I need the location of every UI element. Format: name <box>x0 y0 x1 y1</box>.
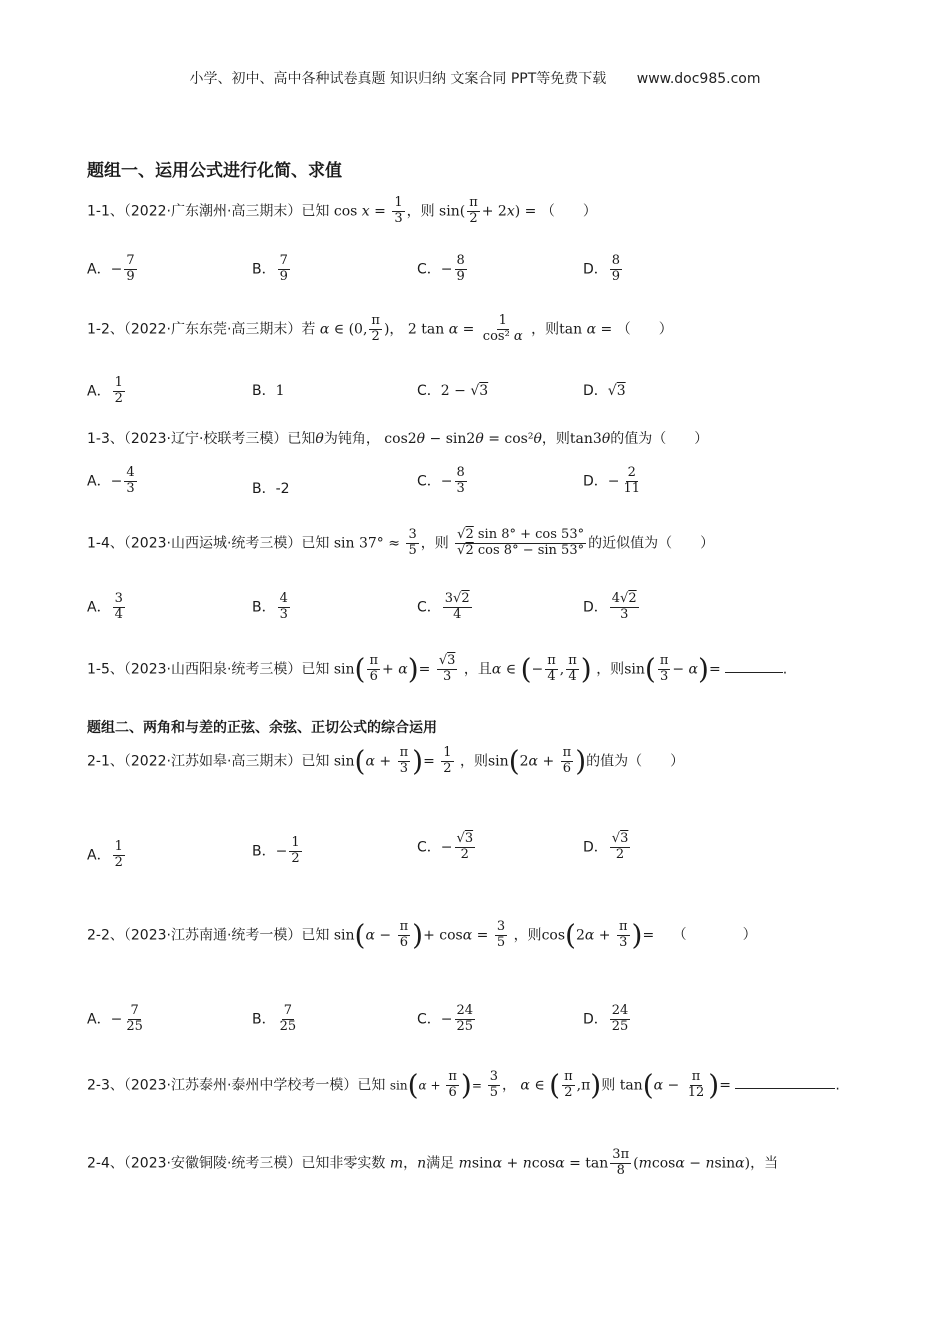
option-1-4-a[interactable]: A． $\frac{3}{4}$ <box>87 591 123 622</box>
option-2-1-a[interactable]: A． $\frac{1}{2}$ <box>87 839 123 870</box>
option-1-1-c[interactable]: C．− $\frac{8}{9}$ <box>417 253 465 284</box>
option-1-2-d[interactable]: D．√3 <box>583 383 626 399</box>
option-2-2-b[interactable]: B． $\frac{7}{25}$ <box>252 1003 297 1034</box>
option-1-4-c[interactable]: C． $\frac{3√2}{4}$ <box>417 591 470 622</box>
option-1-2-c[interactable]: C．2 − √3 <box>417 383 489 399</box>
header-site: www.doc985.com <box>636 71 761 87</box>
answer-blank-2-3[interactable] <box>735 1076 835 1089</box>
option-2-2-a[interactable]: A．− $\frac{7}{25}$ <box>87 1003 143 1034</box>
question-1-4: 1-4、（2023·山西运城·统考三模）已知 sin 37° ≈ $\frac{3}{5}$ ，则 $\frac{√2 \sin 8^\circ + \cos 53^\circ}{√2 \cos 8^\circ - \sin 53^\circ}$ 的近似值为（ ） <box>87 527 715 558</box>
option-1-3-a[interactable]: A．− $\frac{4}{3}$ <box>87 465 135 496</box>
question-2-2: 2-2、（2023·江苏南通·统考一模）已知 sin(α − $\frac{\pi}{6}$ )+ cosα = $\frac{3}{5}$ ，则cos(2α + $\frac{\pi}{3}$ )= （ ） <box>87 918 757 952</box>
question-2-1: 2-1、（2022·江苏如皋·高三期末）已知 sin(α + $\frac{\pi}{3}$ )= $\frac{1}{2}$ ，则sin(2α + $\frac{\pi}{6}$ )的值为（ ） <box>87 744 685 778</box>
option-1-3-c[interactable]: C．− $\frac{8}{3}$ <box>417 465 465 496</box>
question-1-1: 1-1、（2022·广东潮州·高三期末）已知 cos x = $\frac{1}{3}$ ，则 sin( $\frac{\pi}{2}$ + 2x) = （ ） <box>87 195 597 226</box>
question-1-3: 1-3、（2023·辽宁·校联考三模）已知θ为钝角， cos2θ − sin2θ = cos²θ，则tan3θ的值为（ ） <box>87 431 709 447</box>
option-2-1-c[interactable]: C．− $\frac{√3}{2}$ <box>417 831 474 862</box>
answer-blank-1-5[interactable] <box>725 660 783 673</box>
group2-title: 题组二、两角和与差的正弦、余弦、正切公式的综合运用 <box>87 720 437 736</box>
option-1-3-d[interactable]: D．− $\frac{2}{11}$ <box>583 465 641 496</box>
option-1-3-b[interactable]: B．-2 <box>252 481 290 497</box>
option-1-1-a[interactable]: A．− $\frac{7}{9}$ <box>87 253 135 284</box>
question-1-5: 1-5、（2023·山西阳泉·统考三模）已知 sin( $\frac{\pi}{6}$ + α)= $\frac{√3}{3}$ ，且α ∈ (− $\frac{\pi}{4}$ , $\frac{\pi}{4}$ ) ，则sin( $\frac{\pi}{3}$ − α)= . <box>87 652 788 686</box>
question-2-4: 2-4、（2023·安徽铜陵·统考三模）已知非零实数 m，n满足 msinα + ncosα = tan $\frac{3\pi}{8}$ (mcosα − nsinα)，当 <box>87 1147 779 1178</box>
question-1-2: 1-2、（2022·广东东莞·高三期末）若 α ∈ (0, $\frac{\pi}{2}$ )， 2 tan α = $\frac{1}{\text{cos² α}}$ ，则tan α = （ ） <box>87 313 673 344</box>
option-1-2-a[interactable]: A． $\frac{1}{2}$ <box>87 375 123 406</box>
option-2-1-d[interactable]: D． $\frac{√3}{2}$ <box>583 831 629 862</box>
option-1-1-b[interactable]: B． $\frac{7}{9}$ <box>252 253 288 284</box>
page-header <box>0 68 950 88</box>
option-1-4-b[interactable]: B． $\frac{4}{3}$ <box>252 591 288 622</box>
option-2-1-b[interactable]: B．− $\frac{1}{2}$ <box>252 835 300 866</box>
option-2-2-c[interactable]: C．− $\frac{24}{25}$ <box>417 1003 474 1034</box>
option-1-1-d[interactable]: D． $\frac{8}{9}$ <box>583 253 621 284</box>
option-2-2-d[interactable]: D． $\frac{24}{25}$ <box>583 1003 629 1034</box>
group1-title: 题组一、运用公式进行化简、求值 <box>87 161 342 181</box>
option-1-2-b[interactable]: B．1 <box>252 383 285 399</box>
option-1-4-d[interactable]: D． $\frac{4√2}{3}$ <box>583 591 637 622</box>
question-2-3: 2-3、（2023·江苏泰州·泰州中学校考一模）已知 sin(α + $\frac{\pi}{6}$ )= $\frac{3}{5}$ ， α ∈ ( $\frac{\pi}{2}$ ,π)则 tan(α − $\frac{\pi}{12}$ )= . <box>87 1068 840 1102</box>
header-text: 小学、初中、高中各种试卷真题 知识归纳 文案合同 PPT等免费下载 <box>189 71 607 87</box>
